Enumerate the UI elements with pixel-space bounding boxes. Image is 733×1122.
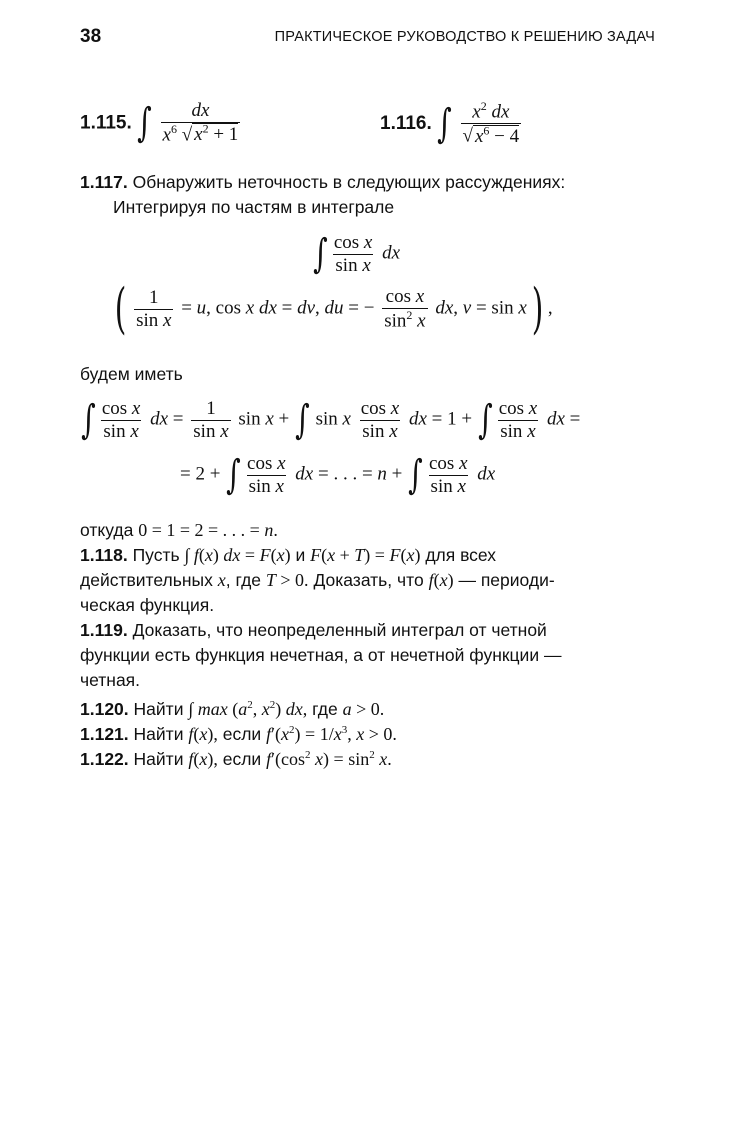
problem-1-119-line2: функции есть функция нечетная, а от нечетной функции —	[80, 645, 562, 665]
integrand-fraction: $\frac{dx}{x^6 √ x^2 + 1}$	[162, 100, 239, 146]
problem-1-119-line1: 1.119. Доказать, что неопределенный интеграл от четной	[80, 620, 547, 640]
problem-1-117-line3: будем иметь	[80, 364, 183, 384]
integrand-fraction: $\frac{x^2 dx}{√ x^6 - 4}$	[462, 99, 520, 147]
problem-label: 1.122.	[80, 749, 129, 769]
problem-1-117-line2: Интегрируя по частям в интеграле	[113, 197, 395, 217]
problem-1-118-line3: ческая функция.	[80, 595, 215, 615]
running-header: ПРАКТИЧЕСКОЕ РУКОВОДСТВО К РЕШЕНИЮ ЗАДАЧ	[274, 29, 655, 45]
problem-label: 1.118.	[80, 545, 128, 565]
integral-sign: ∫	[437, 100, 452, 147]
problem-1-118-line1: 1.118. Пусть ∫ f(x) dx = F(x) и F(x + T) = F(x) для всех	[80, 545, 497, 565]
integral-sign: ∫	[137, 100, 152, 146]
formula-chain-line2: = 2 + ∫ $\frac{\text{cos x}}{\text{sin x}}$ dx = . . . = n + ∫ $\frac{\text{cos x}}{\text{sin x}}$ dx	[180, 452, 496, 499]
formula-parts-substitution: ( $\frac{1}{\text{sin x}}$ = u, cos x dx = dv, du = − $\frac{\text{cos x}}{\sin^2 x}$ dx, v = sin x) ,	[114, 277, 553, 340]
problem-1-117-conclusion: откуда 0 = 1 = 2 = . . . = n.	[80, 520, 278, 540]
problem-1-120: 1.120. Найти ∫ $\max (a^2$, $x^2$) dx, где a > 0.	[80, 699, 385, 719]
problem-label: 1.117.	[80, 172, 128, 192]
page-number: 38	[80, 26, 102, 47]
problem-1-116	[380, 100, 524, 147]
problem-label: 1.116.	[380, 113, 432, 135]
problem-1-117-line1	[80, 170, 565, 195]
problem-label: 1.120.	[80, 699, 129, 719]
problem-label: 1.115.	[80, 112, 132, 134]
problem-label: 1.119.	[80, 620, 128, 640]
problem-label: 1.121.	[80, 724, 129, 744]
problem-text: Обнаружить неточность в следующих рассуждениях:	[132, 172, 566, 192]
problem-1-118-line2: действительных x, где T > 0. Доказать, что f(x) — периоди-	[80, 570, 555, 590]
problem-1-122: 1.122. Найти f(x), если $f'(\cos^2$ $x) = \sin^2 x$.	[80, 749, 392, 769]
problem-1-115	[80, 100, 243, 146]
problem-1-119-line3: четная.	[80, 670, 141, 690]
formula-chain-line1: ∫ $\frac{\text{cos x}}{\text{sin x}}$ dx = $\frac{1}{\text{sin x}}$ sin x + ∫ sin x $\frac{\text{cos x}}{\text{sin x}}$ dx = 1 + ∫ $\frac{\text{cos x}}{\text{sin x}}$ dx =	[81, 397, 581, 444]
problem-1-121: 1.121. Найти f(x), если $f'(x^2) = 1/x^3$, x > 0.	[80, 724, 397, 744]
formula-integral-cos-sin: ∫ $\frac{\text{cos x}}{\text{sin x}}$ dx	[313, 231, 401, 278]
